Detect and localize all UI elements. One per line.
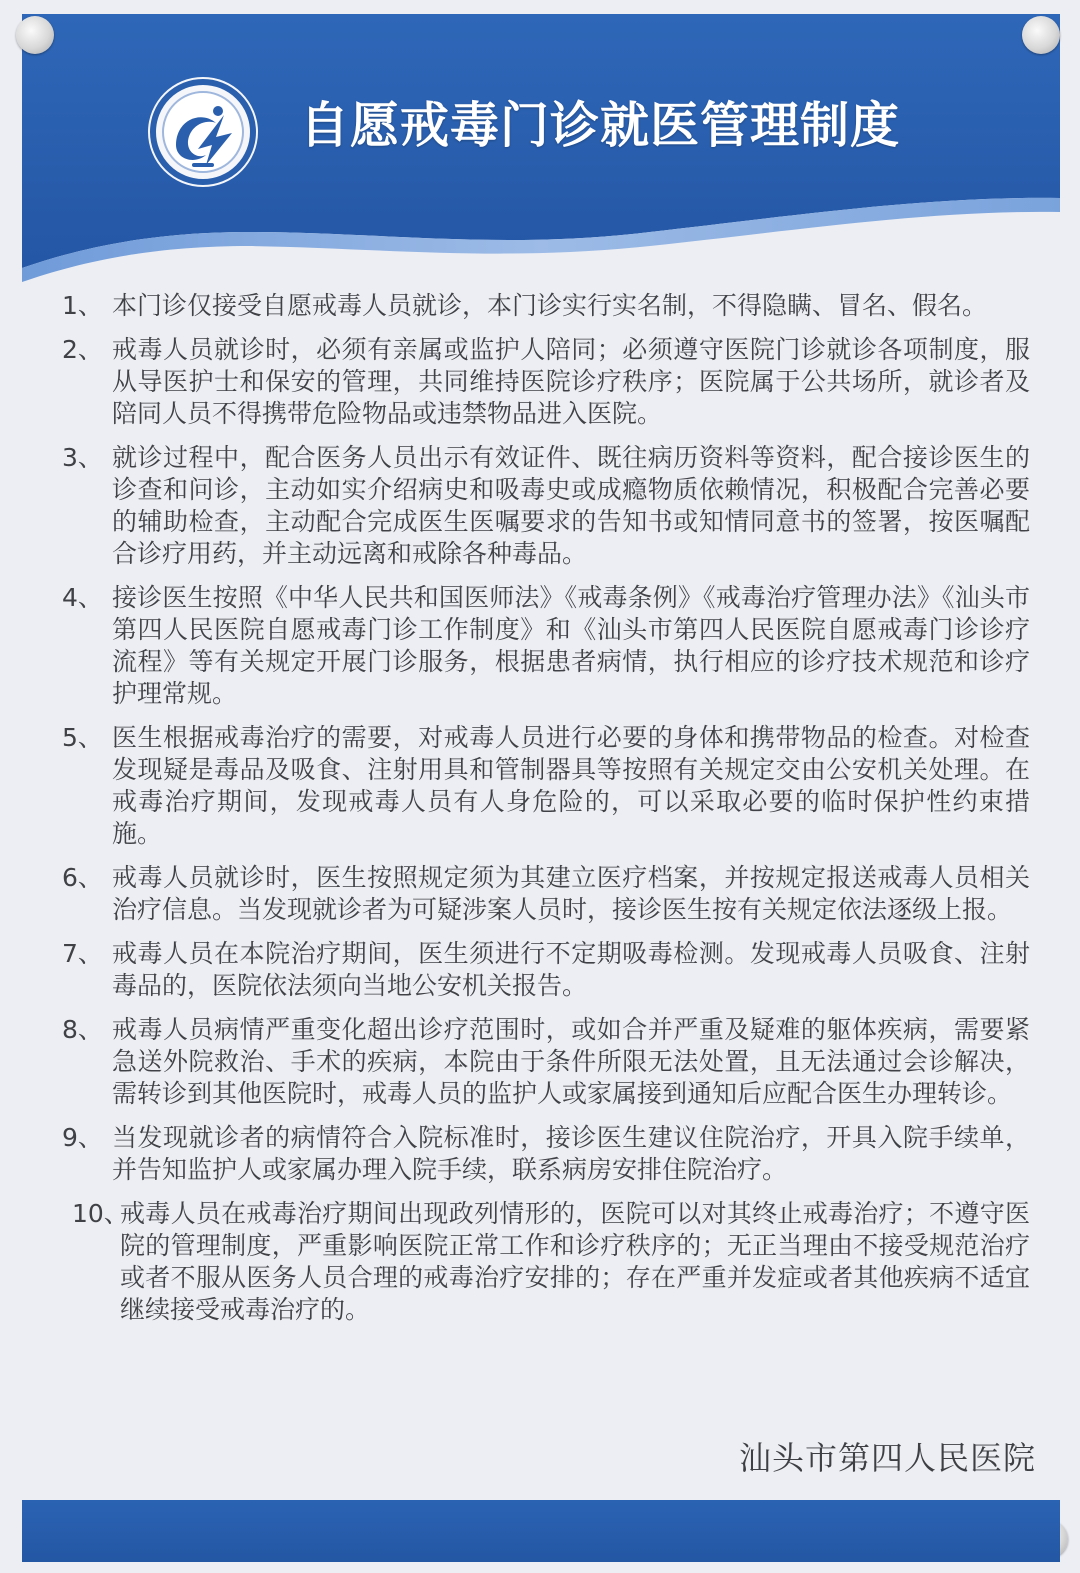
list-item <box>62 442 1030 570</box>
screw-icon <box>16 16 54 54</box>
rule-number: 4、 <box>62 583 103 612</box>
page-title: 自愿戒毒门诊就医管理制度 <box>300 97 901 154</box>
rule-number: 5、 <box>62 723 103 752</box>
list-item <box>62 290 1030 322</box>
list-item <box>62 938 1030 1002</box>
rule-text: 戒毒人员就诊时，必须有亲属或监护人陪同；必须遵守医院门诊就诊各项制度，服从导医护士和保安的管理，共同维持医院诊疗秩序；医院属于公共场所，就诊者及陪同人员不得携带危险物品或违禁物品进入医院。 <box>112 335 1030 428</box>
list-item <box>62 722 1030 850</box>
list-item <box>62 862 1030 926</box>
rule-text: 接诊医生按照《中华人民共和国医师法》《戒毒条例》《戒毒治疗管理办法》《汕头市第四人民医院自愿戒毒门诊工作制度》和《汕头市第四人民医院自愿戒毒门诊诊疗流程》等有关规定开展门诊服务，根据患者病情，执行相应的诊疗技术规范和诊疗护理常规。 <box>112 583 1030 708</box>
rule-number: 3、 <box>62 443 103 472</box>
rule-text: 戒毒人员在戒毒治疗期间出现政列情形的，医院可以对其终止戒毒治疗；不遵守医院的管理制度，严重影响医院正常工作和诊疗秩序的；无正当理由不接受规范治疗或者不服从医务人员合理的戒毒治疗安排的；存在严重并发症或者其他疾病不适宜继续接受戒毒治疗的。 <box>120 1199 1030 1324</box>
rule-number: 2、 <box>62 335 103 364</box>
rule-number: 7、 <box>62 939 103 968</box>
rule-number: 1、 <box>62 291 103 320</box>
rule-text: 本门诊仅接受自愿戒毒人员就诊，本门诊实行实名制，不得隐瞒、冒名、假名。 <box>112 291 988 320</box>
rule-text: 戒毒人员病情严重变化超出诊疗范围时，或如合并严重及疑难的躯体疾病，需要紧急送外院救治、手术的疾病，本院由于条件所限无法处置，且无法通过会诊解决，需转诊到其他医院时，戒毒人员的监护人或家属接到通知后应配合医生办理转诊。 <box>112 1015 1030 1108</box>
screw-icon <box>1022 16 1060 54</box>
rules-list <box>62 290 1030 1338</box>
rule-number: 8、 <box>62 1015 103 1044</box>
rule-number: 10、 <box>72 1199 129 1228</box>
rule-text: 医生根据戒毒治疗的需要，对戒毒人员进行必要的身体和携带物品的检查。对检查发现疑是毒品及吸食、注射用具和管制器具等按照有关规定交由公安机关处理。在戒毒治疗期间，发现戒毒人员有人身危险的，可以采取必要的临时保护性约束措施。 <box>112 723 1030 848</box>
rule-number: 6、 <box>62 863 103 892</box>
hospital-logo-icon <box>146 75 260 189</box>
list-item <box>62 1014 1030 1110</box>
list-item <box>62 1122 1030 1186</box>
rule-text: 戒毒人员就诊时，医生按照规定须为其建立医疗档案，并按规定报送戒毒人员相关治疗信息。当发现就诊者为可疑涉案人员时，接诊医生按有关规定依法逐级上报。 <box>112 863 1030 924</box>
footer-band <box>22 1500 1060 1562</box>
issuer-signature: 汕头市第四人民医院 <box>738 1439 1036 1477</box>
rule-text: 戒毒人员在本院治疗期间，医生须进行不定期吸毒检测。发现戒毒人员吸食、注射毒品的，医院依法须向当地公安机关报告。 <box>112 939 1030 1000</box>
rule-number: 9、 <box>62 1123 103 1152</box>
rule-text: 当发现就诊者的病情符合入院标准时，接诊医生建议住院治疗，开具入院手续单，并告知监护人或家属办理入院手续，联系病房安排住院治疗。 <box>112 1123 1030 1184</box>
list-item <box>62 334 1030 430</box>
rule-text: 就诊过程中，配合医务人员出示有效证件、既往病历资料等资料，配合接诊医生的诊查和问诊，主动如实介绍病史和吸毒史或成瘾物质依赖情况，积极配合完善必要的辅助检查，主动配合完成医生医嘱要求的告知书或知情同意书的签署，按医嘱配合诊疗用药，并主动远离和戒除各种毒品。 <box>112 443 1030 568</box>
list-item <box>62 582 1030 710</box>
list-item <box>62 1198 1030 1326</box>
